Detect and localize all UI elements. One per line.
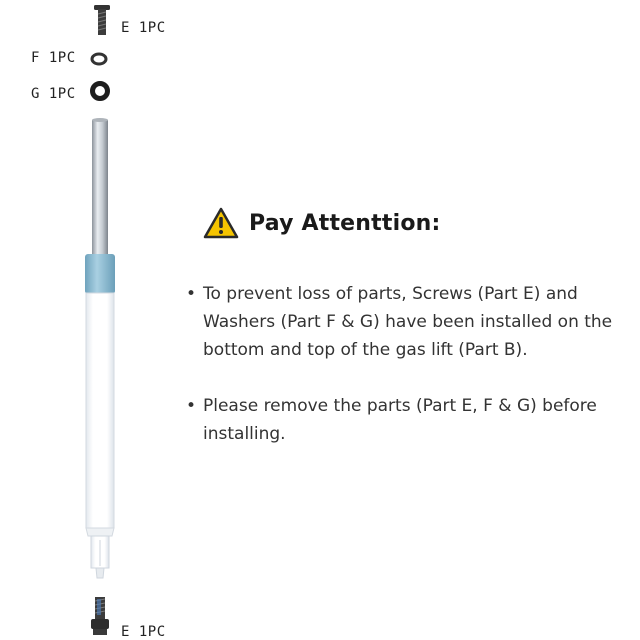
washer-g-icon bbox=[93, 84, 108, 99]
notes-list bbox=[186, 280, 626, 448]
washer-f-icon bbox=[92, 54, 106, 64]
collar bbox=[85, 254, 115, 294]
bullet: • bbox=[186, 396, 197, 416]
note-text: Please remove the parts (Part E, F & G) before installing. bbox=[203, 396, 597, 444]
screw-e-top-icon bbox=[94, 5, 110, 35]
part-e-bottom-label: E 1PC bbox=[121, 624, 166, 640]
list-item bbox=[186, 280, 626, 364]
cylinder-body bbox=[86, 293, 114, 528]
note-text: To prevent loss of parts, Screws (Part E) and Washers (Part F & G) have been installed on the bottom and top of the gas lift (Part B). bbox=[203, 284, 613, 360]
gas-lift bbox=[85, 118, 115, 578]
part-f-label: F 1PC bbox=[31, 50, 76, 66]
part-e-top-label: E 1PC bbox=[121, 20, 166, 36]
attention-title: Pay Attenttion: bbox=[249, 210, 441, 236]
attention-heading bbox=[203, 207, 441, 239]
list-item bbox=[186, 392, 626, 448]
bullet: • bbox=[186, 284, 197, 304]
warning-icon bbox=[203, 207, 239, 239]
part-g-label: G 1PC bbox=[31, 86, 76, 102]
piston-rod bbox=[92, 120, 108, 256]
screw-e-bottom-icon bbox=[91, 597, 109, 635]
